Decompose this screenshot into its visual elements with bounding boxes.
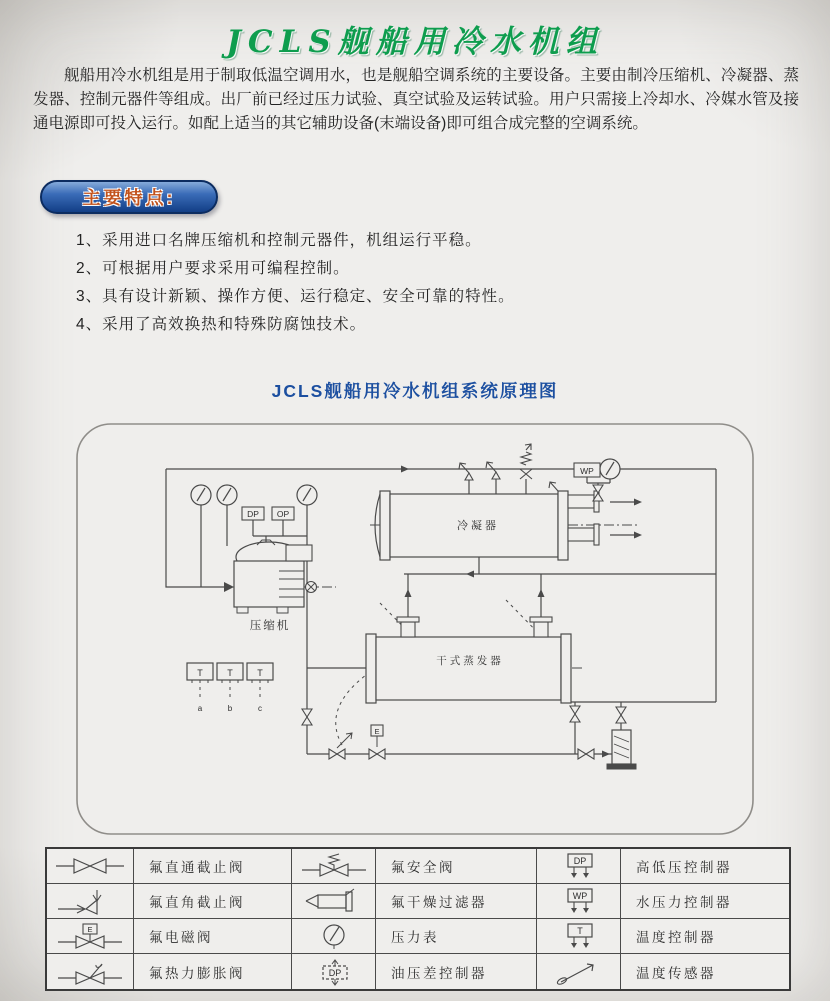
legend-symbol-pressure-gauge xyxy=(292,919,376,954)
svg-text:DP: DP xyxy=(573,856,586,866)
diagram-heading: JCLS舰船用冷水机组系统原理图 xyxy=(271,381,559,401)
flow-arrow xyxy=(405,589,412,597)
pressure-gauge-1 xyxy=(191,485,211,505)
intro-paragraph: 舰船用冷水机组是用于制取低温空调用水，也是舰船空调系统的主要设备。主要由制冷压缩机、冷凝器、蒸发器、控制元器件等组成。出厂前已经过压力试验、真空试验及运转试验。用户只需接上冷却水、冷媒水管及接通电源即可投入运行。如配上适当的其它辅助设备(末端设备)即可组合成完整的空调系统。 xyxy=(33,67,799,133)
oil-pressure-diff-controller-icon xyxy=(296,957,372,987)
angle-valve-1 xyxy=(570,706,580,722)
solenoid-valve-symbol xyxy=(369,749,385,759)
svg-text:T: T xyxy=(576,926,583,936)
svg-text:WP: WP xyxy=(572,891,587,901)
solenoid-coil-box xyxy=(371,725,383,747)
legend-table xyxy=(45,847,791,991)
evaporator-label: 干式蒸发器 xyxy=(436,655,504,667)
feature-item-1: 1、采用进口名牌压缩机和控制元器件，机组运行平稳。 xyxy=(76,232,482,249)
legend-label: 氟直角截止阀 xyxy=(134,884,292,919)
t-box-label-1: T xyxy=(197,668,203,678)
sensor-label-c: c xyxy=(258,704,262,713)
legend-label: 温度控制器 xyxy=(621,919,789,954)
svg-text:DP: DP xyxy=(328,967,341,978)
stop-valve-symbol xyxy=(578,749,594,759)
hi-lo-pressure-controller-icon xyxy=(541,851,617,881)
features-banner-label: 主要特点: xyxy=(82,188,176,208)
thermal-expansion-valve-icon xyxy=(52,957,128,987)
solenoid-valve-icon xyxy=(52,921,128,951)
legend-label: 氟干燥过滤器 xyxy=(376,884,537,919)
legend-label: 氟电磁阀 xyxy=(134,919,292,954)
op-box-label: OP xyxy=(276,509,290,519)
legend-symbol-globe-valve xyxy=(47,849,134,884)
expansion-valve-bulb-line xyxy=(337,733,352,748)
evaporator xyxy=(366,617,571,703)
condenser xyxy=(375,491,599,560)
feature-item-4: 4、采用了高效换热和特殊防腐蚀技术。 xyxy=(76,316,367,334)
op-controller-box xyxy=(272,507,294,520)
thermal-expansion-valve-symbol xyxy=(329,749,345,759)
legend-label: 氟直通截止阀 xyxy=(134,849,292,884)
compressor xyxy=(224,540,317,632)
solenoid-box-label: E xyxy=(374,727,380,736)
sensor-label-a: a xyxy=(197,704,203,713)
compressor-label: 压缩机 xyxy=(249,620,291,632)
legend-symbol-safety-valve xyxy=(292,849,376,884)
legend-symbol-temp-controller xyxy=(537,919,621,954)
riser-valve-symbol xyxy=(302,709,312,725)
globe-valve-icon xyxy=(52,851,128,881)
water-flow-arrow xyxy=(634,499,642,506)
pressure-gauge-4 xyxy=(600,459,620,479)
legend-label: 氟安全阀 xyxy=(376,849,537,884)
page-title: JCLS舰船用冷水机组 xyxy=(226,24,604,60)
angle-valve-2 xyxy=(616,707,626,723)
water-flow-arrow xyxy=(634,532,642,539)
safety-valve-icon xyxy=(296,851,372,881)
legend-symbol-solenoid-valve xyxy=(47,919,134,954)
legend-symbol-hi-lo-controller xyxy=(537,849,621,884)
flow-arrow xyxy=(466,571,474,578)
pressure-gauge-2 xyxy=(217,485,237,505)
feature-item-2: 2、可根据用户要求采用可编程控制。 xyxy=(76,260,350,278)
legend-symbol-oil-dp-controller xyxy=(292,954,376,989)
flow-arrow xyxy=(401,466,409,473)
flow-arrow xyxy=(602,751,610,758)
wp-box-label: WP xyxy=(580,466,594,476)
legend-label: 压力表 xyxy=(376,919,537,954)
pressure-gauge-3 xyxy=(297,485,317,505)
legend-symbol-filter-drier xyxy=(292,884,376,919)
t-box-label-2: T xyxy=(227,668,233,678)
legend-label: 温度传感器 xyxy=(636,965,716,981)
legend-symbol-expansion-valve xyxy=(47,954,134,989)
schematic-svg xyxy=(74,421,756,837)
legend-label: 高低压控制器 xyxy=(621,849,789,884)
water-pressure-controller-icon xyxy=(541,886,617,916)
temperature-controller-icon xyxy=(541,921,617,951)
system-schematic-diagram xyxy=(74,421,756,837)
pressure-gauge-icon xyxy=(296,921,372,951)
filter-drier xyxy=(607,730,636,769)
legend-symbol-wp-controller xyxy=(537,884,621,919)
oil-pressure-controller-box xyxy=(242,507,264,520)
water-pressure-controller-box xyxy=(574,463,600,477)
feature-list xyxy=(76,232,736,344)
condenser-label: 冷凝器 xyxy=(457,520,499,532)
angle-valve-icon xyxy=(52,886,128,916)
dp-box-label: DP xyxy=(247,509,259,519)
temperature-sensor-icon xyxy=(541,957,617,987)
safety-valve-symbol xyxy=(520,444,532,479)
legend-symbol-temp-sensor xyxy=(537,954,621,989)
sensor-label-b: b xyxy=(227,704,233,713)
legend-symbol-angle-valve xyxy=(47,884,134,919)
t-box-label-3: T xyxy=(257,668,263,678)
flow-arrow xyxy=(538,589,545,597)
legend-label: 油压差控制器 xyxy=(376,954,537,989)
features-banner xyxy=(40,180,218,214)
feature-item-3: 3、具有设计新颖、操作方便、运行稳定、安全可靠的特性。 xyxy=(76,288,515,306)
vent-valves xyxy=(459,444,558,491)
legend-label: 水压力控制器 xyxy=(621,884,789,919)
filter-drier-icon xyxy=(296,886,372,916)
svg-text:E: E xyxy=(87,925,93,934)
legend-label: 氟热力膨胀阀 xyxy=(134,954,292,989)
